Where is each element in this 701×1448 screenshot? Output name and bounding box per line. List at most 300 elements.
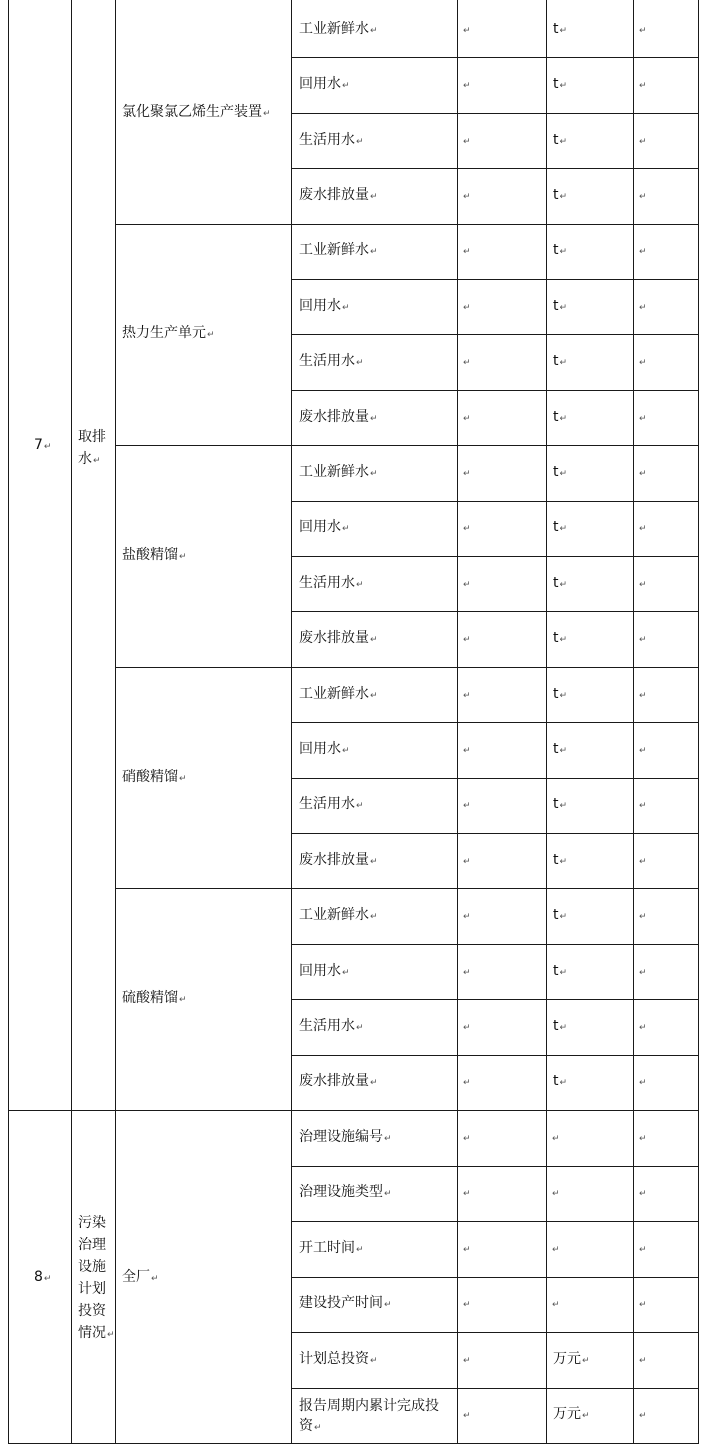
unit-name <box>122 1268 159 1289</box>
item-label <box>299 186 378 207</box>
value-cell <box>462 1294 471 1315</box>
item-label-paragraph-mark: ↵ <box>370 413 378 424</box>
column-border-1 <box>71 0 72 1444</box>
section-category <box>78 426 118 472</box>
unit-cell <box>553 408 567 429</box>
row-line-7-1-0 <box>291 279 699 280</box>
remark-cell-paragraph-mark: ↵ <box>639 1189 647 1200</box>
unit-cell <box>553 795 567 816</box>
value-cell-paragraph-mark: ↵ <box>463 1411 471 1422</box>
value-cell <box>462 1350 471 1371</box>
value-cell <box>462 629 471 650</box>
row-line-7-2-0 <box>291 501 699 502</box>
unit-cell-text: t <box>553 907 559 924</box>
unit-cell <box>553 685 567 706</box>
item-label-text: 报告周期内累计完成投资 <box>299 1397 439 1434</box>
row-line-8-3 <box>291 1332 699 1333</box>
row-line-7-3-3 <box>291 888 699 889</box>
value-cell-paragraph-mark: ↵ <box>463 635 471 646</box>
unit-cell-paragraph-mark: ↵ <box>559 635 568 646</box>
unit-name-paragraph-mark: ↵ <box>151 1274 159 1284</box>
unit-cell <box>553 1017 567 1038</box>
unit-cell-paragraph-mark: ↵ <box>559 967 568 978</box>
unit-cell-paragraph-mark: ↵ <box>559 745 568 756</box>
remark-cell-paragraph-mark: ↵ <box>639 247 647 258</box>
remark-cell <box>638 408 647 429</box>
row-line-7-1-2 <box>291 390 699 391</box>
remark-cell <box>638 463 647 484</box>
remark-cell-paragraph-mark: ↵ <box>639 191 647 202</box>
item-label-paragraph-mark: ↵ <box>342 524 350 535</box>
unit-cell-text: t <box>553 796 559 813</box>
unit-cell <box>551 1294 560 1315</box>
unit-name-text: 氯化聚氯乙烯生产装置 <box>122 104 262 120</box>
remark-cell-paragraph-mark: ↵ <box>639 745 647 756</box>
unit-name-paragraph-mark: ↵ <box>179 995 187 1006</box>
remark-cell <box>638 1294 647 1315</box>
item-label-paragraph-mark: ↵ <box>342 967 350 978</box>
item-label <box>299 297 350 318</box>
item-label-paragraph-mark: ↵ <box>370 856 378 867</box>
item-label-paragraph-mark: ↵ <box>370 468 378 479</box>
unit-cell-paragraph-mark: ↵ <box>559 524 568 535</box>
remark-cell-paragraph-mark: ↵ <box>639 1022 647 1033</box>
value-cell-paragraph-mark: ↵ <box>463 302 471 313</box>
value-cell <box>462 518 471 539</box>
section-number-text: 8 <box>34 1269 43 1285</box>
row-line-8-2 <box>291 1277 699 1278</box>
row-line-7-4-1 <box>291 999 699 1000</box>
section-number-paragraph-mark: ↵ <box>43 1274 52 1284</box>
unit-cell <box>553 352 567 373</box>
unit-cell-paragraph-mark: ↵ <box>582 1411 590 1422</box>
unit-cell <box>553 574 567 595</box>
value-cell <box>462 1128 471 1149</box>
unit-cell <box>553 186 567 207</box>
unit-cell-text: t <box>553 353 559 370</box>
unit-name-paragraph-mark: ↵ <box>179 552 187 562</box>
section-number <box>34 436 51 457</box>
row-line-7-2-1 <box>291 556 699 557</box>
remark-cell <box>638 1239 647 1260</box>
item-label-text: 工业新鲜水 <box>299 907 369 924</box>
unit-cell-paragraph-mark: ↵ <box>552 1300 560 1311</box>
value-cell-paragraph-mark: ↵ <box>463 745 471 756</box>
remark-cell-paragraph-mark: ↵ <box>639 136 647 147</box>
row-line-7-0-2 <box>291 168 699 169</box>
row-line-7-0-3 <box>291 224 699 225</box>
remark-cell-paragraph-mark: ↵ <box>639 912 647 923</box>
item-label-text: 回用水 <box>299 297 341 314</box>
row-line-8-0 <box>291 1166 699 1167</box>
value-cell <box>462 297 471 318</box>
row-line-8-1 <box>291 1221 699 1222</box>
unit-cell <box>553 20 567 41</box>
remark-cell <box>638 297 647 318</box>
unit-cell-paragraph-mark: ↵ <box>552 1133 560 1144</box>
value-cell <box>462 20 471 41</box>
remark-cell <box>638 629 647 650</box>
value-cell-paragraph-mark: ↵ <box>463 1355 471 1366</box>
unit-group-line-1 <box>115 445 292 446</box>
remark-cell <box>638 241 647 262</box>
remark-cell <box>638 1128 647 1149</box>
item-label-paragraph-mark: ↵ <box>370 25 378 36</box>
remark-cell-paragraph-mark: ↵ <box>639 1133 647 1144</box>
value-cell-paragraph-mark: ↵ <box>463 413 471 424</box>
value-cell <box>462 463 471 484</box>
unit-cell-text: t <box>553 20 559 37</box>
unit-name-paragraph-mark: ↵ <box>207 330 215 341</box>
value-cell <box>462 75 471 96</box>
item-label <box>299 740 350 761</box>
item-label-text: 计划总投资 <box>299 1350 369 1367</box>
unit-cell-text: t <box>553 685 559 702</box>
remark-cell <box>638 518 647 539</box>
table-bottom-border <box>8 1443 699 1444</box>
unit-cell <box>553 131 567 152</box>
item-label-text: 治理设施编号 <box>299 1128 383 1145</box>
unit-cell-paragraph-mark: ↵ <box>552 1189 560 1200</box>
unit-name <box>122 989 187 1010</box>
value-cell <box>462 574 471 595</box>
item-label-paragraph-mark: ↵ <box>370 912 378 923</box>
unit-cell-text: t <box>553 1017 559 1034</box>
item-label <box>299 241 378 262</box>
item-label <box>299 463 378 484</box>
item-label-paragraph-mark: ↵ <box>342 81 350 92</box>
item-label-paragraph-mark: ↵ <box>384 1189 392 1200</box>
item-label-paragraph-mark: ↵ <box>370 191 378 202</box>
unit-cell-text: t <box>553 851 559 868</box>
value-cell <box>462 962 471 983</box>
remark-cell-paragraph-mark: ↵ <box>639 1244 647 1255</box>
section-number <box>34 1268 51 1289</box>
unit-cell-paragraph-mark: ↵ <box>559 690 568 701</box>
unit-cell-text: t <box>553 297 559 314</box>
unit-name <box>122 103 271 124</box>
value-cell <box>462 1239 471 1260</box>
value-cell <box>462 851 471 872</box>
remark-cell-paragraph-mark: ↵ <box>639 1411 647 1422</box>
unit-group-line-0 <box>115 224 292 225</box>
item-label <box>299 1128 392 1149</box>
remark-cell-paragraph-mark: ↵ <box>639 801 647 812</box>
remark-cell <box>638 1072 647 1093</box>
unit-cell <box>553 740 567 761</box>
remark-cell-paragraph-mark: ↵ <box>639 413 647 424</box>
value-cell-paragraph-mark: ↵ <box>463 1189 471 1200</box>
item-label-text: 治理设施类型 <box>299 1184 383 1201</box>
item-label-text: 回用水 <box>299 76 341 93</box>
value-cell <box>462 685 471 706</box>
item-label-text: 生活用水 <box>299 131 355 148</box>
unit-cell-paragraph-mark: ↵ <box>559 136 568 147</box>
unit-name-text: 硫酸精馏 <box>122 990 178 1007</box>
item-label-paragraph-mark: ↵ <box>370 1078 378 1089</box>
item-label <box>299 685 378 706</box>
item-label-text: 废水排放量 <box>299 630 369 647</box>
item-label-text: 生活用水 <box>299 1017 355 1034</box>
item-label-paragraph-mark: ↵ <box>370 635 378 646</box>
item-label <box>299 20 378 41</box>
item-label-text: 工业新鲜水 <box>299 20 369 37</box>
value-cell <box>462 1072 471 1093</box>
unit-cell <box>551 1183 560 1204</box>
item-label-paragraph-mark: ↵ <box>356 358 364 369</box>
unit-cell <box>553 1350 590 1371</box>
value-cell-paragraph-mark: ↵ <box>463 136 471 147</box>
value-cell-paragraph-mark: ↵ <box>463 191 471 202</box>
section-divider <box>8 1110 699 1111</box>
unit-cell-text: t <box>553 186 559 203</box>
value-cell <box>462 352 471 373</box>
value-cell-paragraph-mark: ↵ <box>463 81 471 92</box>
item-label-paragraph-mark: ↵ <box>356 136 364 147</box>
section-category-paragraph-mark: ↵ <box>107 1330 115 1340</box>
value-cell <box>462 1405 471 1426</box>
remark-cell-paragraph-mark: ↵ <box>639 1078 647 1089</box>
unit-name-text: 热力生产单元 <box>122 325 206 342</box>
item-label-text: 建设投产时间 <box>299 1295 383 1312</box>
remark-cell-paragraph-mark: ↵ <box>639 1300 647 1311</box>
row-line-7-3-0 <box>291 722 699 723</box>
row-line-7-3-1 <box>291 778 699 779</box>
value-cell-paragraph-mark: ↵ <box>463 690 471 701</box>
item-label <box>299 851 378 872</box>
unit-cell-text: t <box>553 242 559 259</box>
item-label <box>299 1396 449 1438</box>
unit-cell <box>551 1239 560 1260</box>
unit-cell-text: t <box>553 131 559 148</box>
item-label <box>299 75 350 96</box>
unit-name <box>122 546 187 567</box>
unit-cell <box>553 75 567 96</box>
value-cell <box>462 906 471 927</box>
value-cell-paragraph-mark: ↵ <box>463 1078 471 1089</box>
unit-cell-text: t <box>553 463 559 480</box>
value-cell <box>462 1183 471 1204</box>
unit-cell <box>551 1128 560 1149</box>
item-label <box>299 131 364 152</box>
item-label-text: 废水排放量 <box>299 408 369 425</box>
item-label-paragraph-mark: ↵ <box>356 801 364 812</box>
remark-cell-paragraph-mark: ↵ <box>639 81 647 92</box>
remark-cell <box>638 75 647 96</box>
value-cell-paragraph-mark: ↵ <box>463 247 471 258</box>
unit-group-line-2 <box>115 667 292 668</box>
unit-cell-text: t <box>553 740 559 757</box>
column-border-0 <box>8 0 9 1444</box>
item-label-text: 生活用水 <box>299 796 355 813</box>
value-cell-paragraph-mark: ↵ <box>463 25 471 36</box>
row-line-7-0-1 <box>291 113 699 114</box>
item-label-text: 回用水 <box>299 962 341 979</box>
unit-cell-text: 万元 <box>553 1350 581 1367</box>
remark-cell <box>638 740 647 761</box>
item-label-paragraph-mark: ↵ <box>370 247 378 258</box>
unit-cell-text: t <box>553 574 559 591</box>
item-label <box>299 629 378 650</box>
unit-cell-paragraph-mark: ↵ <box>559 1078 568 1089</box>
unit-cell-text: t <box>553 408 559 425</box>
item-label <box>299 1239 364 1260</box>
unit-cell-paragraph-mark: ↵ <box>559 579 568 590</box>
unit-cell-paragraph-mark: ↵ <box>559 801 568 812</box>
item-label-text: 生活用水 <box>299 353 355 370</box>
remark-cell-paragraph-mark: ↵ <box>639 690 647 701</box>
unit-cell-paragraph-mark: ↵ <box>559 358 568 369</box>
item-label <box>299 1294 392 1315</box>
unit-cell-text: t <box>553 962 559 979</box>
row-line-7-4-0 <box>291 944 699 945</box>
item-label <box>299 408 378 429</box>
remark-cell <box>638 574 647 595</box>
value-cell-paragraph-mark: ↵ <box>463 856 471 867</box>
unit-cell <box>553 297 567 318</box>
value-cell-paragraph-mark: ↵ <box>463 1022 471 1033</box>
remark-cell-paragraph-mark: ↵ <box>639 25 647 36</box>
row-line-7-1-3 <box>291 445 699 446</box>
item-label-text: 废水排放量 <box>299 1073 369 1090</box>
remark-cell <box>638 1405 647 1426</box>
section-category-paragraph-mark: ↵ <box>93 456 101 466</box>
value-cell <box>462 186 471 207</box>
section-number-paragraph-mark: ↵ <box>43 442 52 452</box>
remark-cell <box>638 685 647 706</box>
item-label-text: 回用水 <box>299 740 341 757</box>
value-cell-paragraph-mark: ↵ <box>463 358 471 369</box>
unit-cell-text: t <box>553 630 559 647</box>
item-label-paragraph-mark: ↵ <box>356 579 364 590</box>
item-label-paragraph-mark: ↵ <box>342 302 350 313</box>
unit-name-text: 盐酸精馏 <box>122 547 178 563</box>
row-line-7-1-1 <box>291 334 699 335</box>
item-label-paragraph-mark: ↵ <box>356 1022 364 1033</box>
unit-cell <box>553 906 567 927</box>
remark-cell <box>638 906 647 927</box>
item-label-text: 废水排放量 <box>299 851 369 868</box>
remark-cell <box>638 962 647 983</box>
unit-name-text: 全厂 <box>122 1269 150 1285</box>
remark-cell-paragraph-mark: ↵ <box>639 635 647 646</box>
remark-cell <box>638 1183 647 1204</box>
value-cell-paragraph-mark: ↵ <box>463 801 471 812</box>
item-label-text: 工业新鲜水 <box>299 685 369 702</box>
row-line-7-2-2 <box>291 611 699 612</box>
unit-cell-paragraph-mark: ↵ <box>559 81 568 92</box>
section-category-text: 取排水 <box>78 429 106 467</box>
value-cell-paragraph-mark: ↵ <box>463 468 471 479</box>
remark-cell-paragraph-mark: ↵ <box>639 967 647 978</box>
section-category <box>78 1212 116 1346</box>
unit-cell-text: t <box>553 76 559 93</box>
unit-cell <box>553 629 567 650</box>
value-cell-paragraph-mark: ↵ <box>463 967 471 978</box>
unit-group-line-3 <box>115 888 292 889</box>
row-line-8-4 <box>291 1388 699 1389</box>
unit-cell-paragraph-mark: ↵ <box>559 25 568 36</box>
unit-cell-paragraph-mark: ↵ <box>559 191 568 202</box>
unit-cell <box>553 241 567 262</box>
item-label-paragraph-mark: ↵ <box>370 690 378 701</box>
row-line-7-4-2 <box>291 1055 699 1056</box>
item-label-paragraph-mark: ↵ <box>342 745 350 756</box>
unit-name <box>122 768 187 789</box>
value-cell <box>462 740 471 761</box>
value-cell-paragraph-mark: ↵ <box>463 912 471 923</box>
unit-name-text: 硝酸精馏 <box>122 768 178 785</box>
item-label-paragraph-mark: ↵ <box>314 1422 322 1433</box>
item-label-text: 回用水 <box>299 519 341 536</box>
row-line-7-2-3 <box>291 667 699 668</box>
item-label <box>299 518 350 539</box>
item-label-text: 废水排放量 <box>299 186 369 203</box>
remark-cell-paragraph-mark: ↵ <box>639 579 647 590</box>
item-label-text: 工业新鲜水 <box>299 242 369 259</box>
item-label <box>299 1183 392 1204</box>
unit-cell-text: 万元 <box>553 1406 581 1423</box>
unit-name-paragraph-mark: ↵ <box>179 773 187 784</box>
item-label <box>299 574 364 595</box>
item-label-paragraph-mark: ↵ <box>370 1355 378 1366</box>
unit-name-paragraph-mark: ↵ <box>263 109 271 119</box>
value-cell <box>462 408 471 429</box>
remark-cell-paragraph-mark: ↵ <box>639 856 647 867</box>
item-label <box>299 906 378 927</box>
remark-cell-paragraph-mark: ↵ <box>639 358 647 369</box>
unit-cell-paragraph-mark: ↵ <box>559 247 568 258</box>
unit-cell-paragraph-mark: ↵ <box>559 302 568 313</box>
unit-cell-paragraph-mark: ↵ <box>559 413 568 424</box>
unit-cell <box>553 1405 590 1426</box>
item-label <box>299 352 364 373</box>
unit-cell-paragraph-mark: ↵ <box>559 912 568 923</box>
unit-cell-paragraph-mark: ↵ <box>552 1244 560 1255</box>
value-cell <box>462 131 471 152</box>
item-label-text: 工业新鲜水 <box>299 463 369 480</box>
unit-cell <box>553 962 567 983</box>
value-cell <box>462 795 471 816</box>
item-label-text: 生活用水 <box>299 574 355 591</box>
unit-cell <box>553 463 567 484</box>
section-number-text: 7 <box>34 437 43 453</box>
unit-cell <box>553 851 567 872</box>
unit-cell-paragraph-mark: ↵ <box>559 1022 568 1033</box>
value-cell-paragraph-mark: ↵ <box>463 579 471 590</box>
unit-cell <box>553 1072 567 1093</box>
remark-cell <box>638 1017 647 1038</box>
item-label <box>299 1072 378 1093</box>
unit-cell-text: t <box>553 519 559 536</box>
item-label <box>299 1350 378 1371</box>
value-cell <box>462 241 471 262</box>
unit-cell-paragraph-mark: ↵ <box>559 856 568 867</box>
row-line-7-3-2 <box>291 833 699 834</box>
remark-cell <box>638 795 647 816</box>
value-cell-paragraph-mark: ↵ <box>463 1300 471 1311</box>
value-cell-paragraph-mark: ↵ <box>463 1244 471 1255</box>
remark-cell <box>638 20 647 41</box>
remark-cell-paragraph-mark: ↵ <box>639 468 647 479</box>
unit-cell-paragraph-mark: ↵ <box>582 1355 590 1366</box>
item-label <box>299 1017 364 1038</box>
remark-cell <box>638 851 647 872</box>
remark-cell-paragraph-mark: ↵ <box>639 302 647 313</box>
unit-cell <box>553 518 567 539</box>
value-cell-paragraph-mark: ↵ <box>463 524 471 535</box>
item-label-text: 开工时间 <box>299 1239 355 1256</box>
